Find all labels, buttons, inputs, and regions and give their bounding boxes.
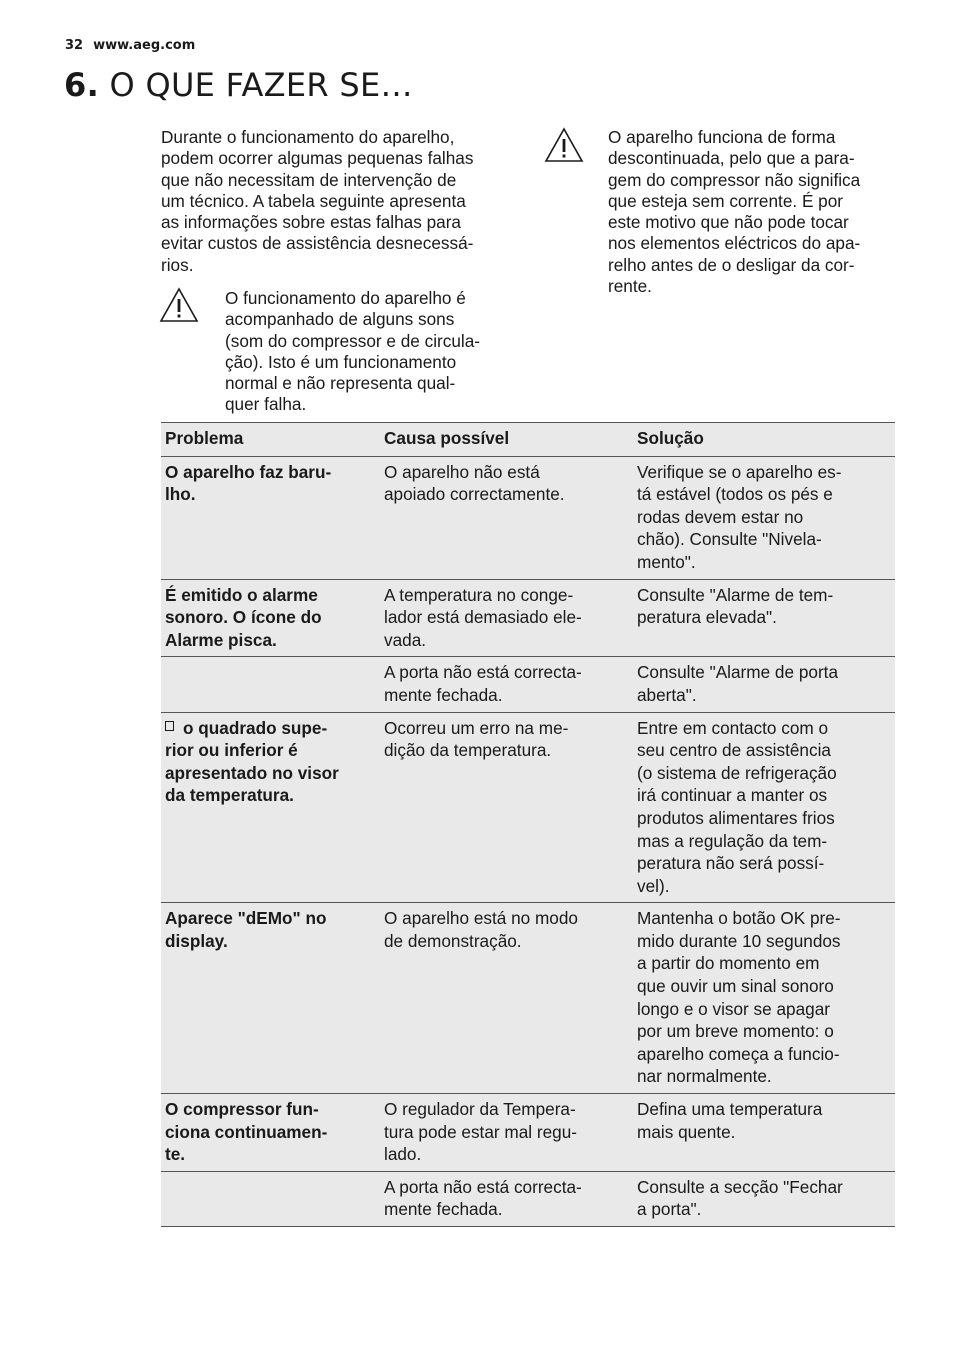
solution-cell: Mantenha o botão OK pre- mido durante 10 segundos a partir do momento em que ouvir um sinal sonoro longo e o visor se apagar por um breve momento: o aparelho começa a funcio- nar normalmente. bbox=[633, 903, 895, 1094]
warning-power-text: O aparelho funciona de forma descontinuada, pelo que a para- gem do compressor não significa que esteja sem corrente. É por este motivo que não pode tocar nos elementos eléctricos do apa- relho antes de o desligar da cor- rente. bbox=[608, 127, 861, 297]
problem-cell-text: o quadrado supe- rior ou inferior é apresentado no visor da temperatura. bbox=[165, 717, 339, 806]
table-row bbox=[161, 1094, 895, 1172]
table-row bbox=[161, 657, 895, 712]
col-header-problem: Problema bbox=[161, 423, 380, 457]
solution-cell: Entre em contacto com o seu centro de assistência (o sistema de refrigeração irá continuar a manter os produtos alimentares frios mas a regulação da tem- peratura não será possí- vel). bbox=[633, 712, 895, 903]
problem-cell bbox=[161, 712, 380, 903]
website-link[interactable]: www.aeg.com bbox=[93, 38, 196, 53]
problem-cell: O aparelho faz baru- lho. bbox=[161, 456, 380, 579]
cause-cell: A porta não está correcta- mente fechada. bbox=[380, 657, 633, 712]
solution-cell: Verifique se o aparelho es- tá estável (todos os pés e rodas devem estar no chão). Consulte "Nivela- mento". bbox=[633, 456, 895, 579]
page-header bbox=[65, 38, 205, 53]
table-row bbox=[161, 456, 895, 579]
solution-cell: Consulte "Alarme de tem- peratura elevada". bbox=[633, 579, 895, 657]
cause-cell: A porta não está correcta- mente fechada. bbox=[380, 1171, 633, 1226]
display-square-icon bbox=[165, 721, 174, 731]
cause-cell: O aparelho está no modo de demonstração. bbox=[380, 903, 633, 1094]
problem-cell bbox=[161, 657, 380, 712]
warning-sounds-text: O funcionamento do aparelho é acompanhado de alguns sons (som do compressor e de circula- ção). Isto é um funcionamento normal e não representa qual- quer falha. bbox=[225, 288, 481, 415]
problem-cell: Aparece "dEMo" no display. bbox=[161, 903, 380, 1094]
page-number: 32 bbox=[65, 38, 84, 53]
intro-paragraph: Durante o funcionamento do aparelho, podem ocorrer algumas pequenas falhas que não necessitam de intervenção de um técnico. A tabela seguinte apresenta as informações sobre estas falhas para evitar custos de assistência desnecessá- rios. bbox=[161, 127, 474, 275]
cause-cell: Ocorreu um erro na me- dição da temperatura. bbox=[380, 712, 633, 903]
problem-cell: O compressor fun- ciona continuamen- te. bbox=[161, 1094, 380, 1172]
problem-cell: É emitido o alarme sonoro. O ícone do Alarme pisca. bbox=[161, 579, 380, 657]
warning-icon bbox=[159, 287, 199, 323]
cause-cell: A temperatura no conge- lador está demasiado ele- vada. bbox=[380, 579, 633, 657]
table-header-row bbox=[161, 423, 895, 457]
table-row bbox=[161, 579, 895, 657]
col-header-solution: Solução bbox=[633, 423, 895, 457]
cause-cell: O regulador da Tempera- tura pode estar mal regu- lado. bbox=[380, 1094, 633, 1172]
solution-cell: Consulte "Alarme de porta aberta". bbox=[633, 657, 895, 712]
section-title-text: O QUE FAZER SE… bbox=[109, 66, 413, 104]
table-row bbox=[161, 903, 895, 1094]
cause-cell: O aparelho não está apoiado correctamente. bbox=[380, 456, 633, 579]
section-title bbox=[64, 66, 413, 104]
section-number: 6. bbox=[64, 66, 100, 104]
problem-cell bbox=[161, 1171, 380, 1226]
solution-cell: Consulte a secção "Fechar a porta". bbox=[633, 1171, 895, 1226]
warning-icon bbox=[544, 127, 584, 163]
col-header-cause: Causa possível bbox=[380, 423, 633, 457]
troubleshooting-table bbox=[161, 422, 895, 1227]
solution-cell: Defina uma temperatura mais quente. bbox=[633, 1094, 895, 1172]
table-row bbox=[161, 712, 895, 903]
table-row bbox=[161, 1171, 895, 1226]
